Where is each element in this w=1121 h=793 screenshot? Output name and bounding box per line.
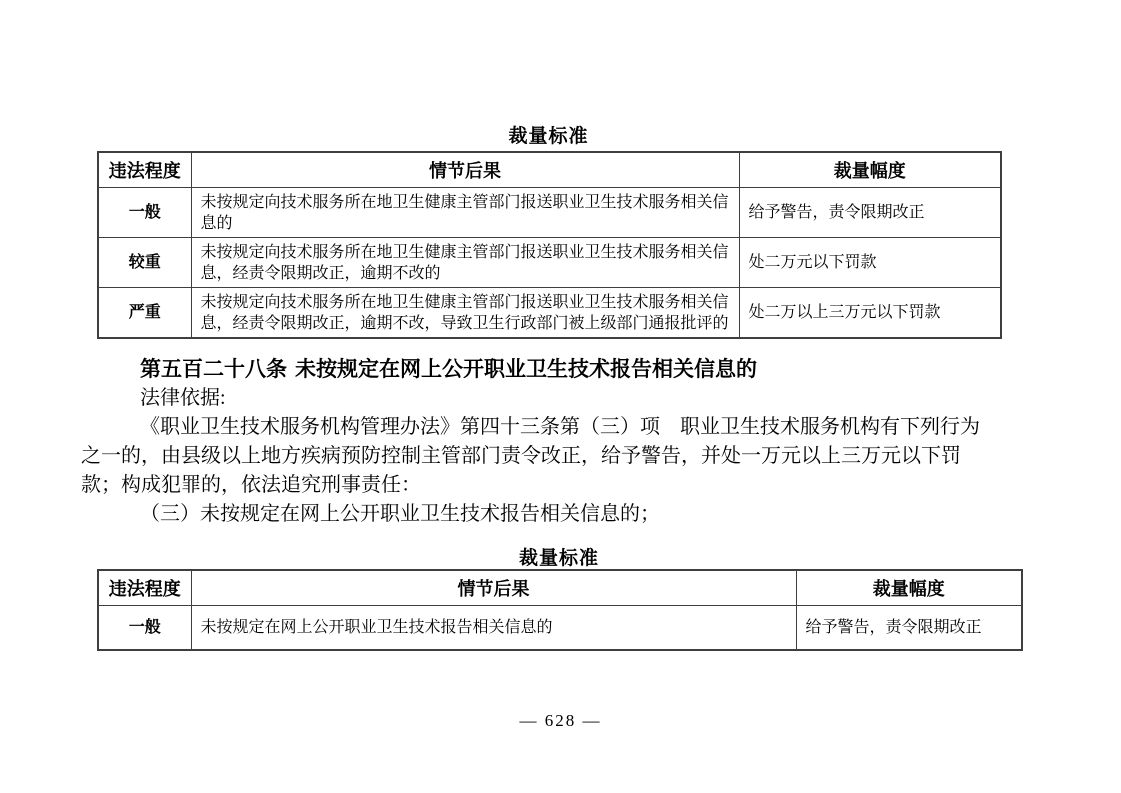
range-cell: 处二万元以下罚款 xyxy=(739,238,1001,288)
page-number: — 628 — xyxy=(519,711,602,730)
article-paragraph-line: 款；构成犯罪的，依法追究刑事责任： xyxy=(81,474,421,496)
discretion-table-2 xyxy=(97,569,1023,651)
table-row xyxy=(98,238,1001,288)
consequence-cell: 未按规定向技术服务所在地卫生健康主管部门报送职业卫生技术服务相关信息的 xyxy=(191,188,739,238)
degree-cell: 一般 xyxy=(98,188,191,238)
article-number: 第五百二十八条 xyxy=(140,357,287,381)
table2-header-row xyxy=(98,570,1022,606)
header-consequence: 情节后果 xyxy=(191,152,739,188)
article-paragraph-line: 之一的，由县级以上地方疾病预防控制主管部门责令改正，给予警告，并处一万元以上三万元以下罚 xyxy=(81,445,961,467)
header-range: 裁量幅度 xyxy=(796,570,1022,606)
header-consequence: 情节后果 xyxy=(191,570,796,606)
table-row xyxy=(98,288,1001,339)
degree-cell: 较重 xyxy=(98,238,191,288)
article-paragraph-line: 《职业卫生技术服务机构管理办法》第四十三条第（三）项 职业卫生技术服务机构有下列行为 xyxy=(140,416,980,438)
table-row xyxy=(98,606,1022,651)
header-degree: 违法程度 xyxy=(98,152,191,188)
consequence-cell: 未按规定向技术服务所在地卫生健康主管部门报送职业卫生技术服务相关信息，经责令限期改正，逾期不改，导致卫生行政部门被上级部门通报批评的 xyxy=(191,288,739,339)
consequence-cell: 未按规定向技术服务所在地卫生健康主管部门报送职业卫生技术服务相关信息，经责令限期改正，逾期不改的 xyxy=(191,238,739,288)
article-title: 未按规定在网上公开职业卫生技术报告相关信息的 xyxy=(295,357,757,381)
degree-cell: 严重 xyxy=(98,288,191,339)
range-cell: 处二万以上三万元以下罚款 xyxy=(739,288,1001,339)
legal-basis-label: 法律依据: xyxy=(140,387,226,409)
article-heading xyxy=(81,355,1025,384)
header-degree: 违法程度 xyxy=(98,570,191,606)
range-cell: 给予警告，责令限期改正 xyxy=(739,188,1001,238)
article-section xyxy=(81,355,1025,529)
header-range: 裁量幅度 xyxy=(739,152,1001,188)
table1-header-row xyxy=(98,152,1001,188)
range-cell: 给予警告，责令限期改正 xyxy=(796,606,1022,651)
table-row xyxy=(98,188,1001,238)
table1-title: 裁量标准 xyxy=(508,126,589,147)
table2-title: 裁量标准 xyxy=(518,548,599,569)
degree-cell: 一般 xyxy=(98,606,191,651)
consequence-cell: 未按规定在网上公开职业卫生技术报告相关信息的 xyxy=(191,606,796,651)
discretion-table-1 xyxy=(97,151,1002,339)
article-paragraph-line: （三）未按规定在网上公开职业卫生技术报告相关信息的； xyxy=(140,503,660,525)
